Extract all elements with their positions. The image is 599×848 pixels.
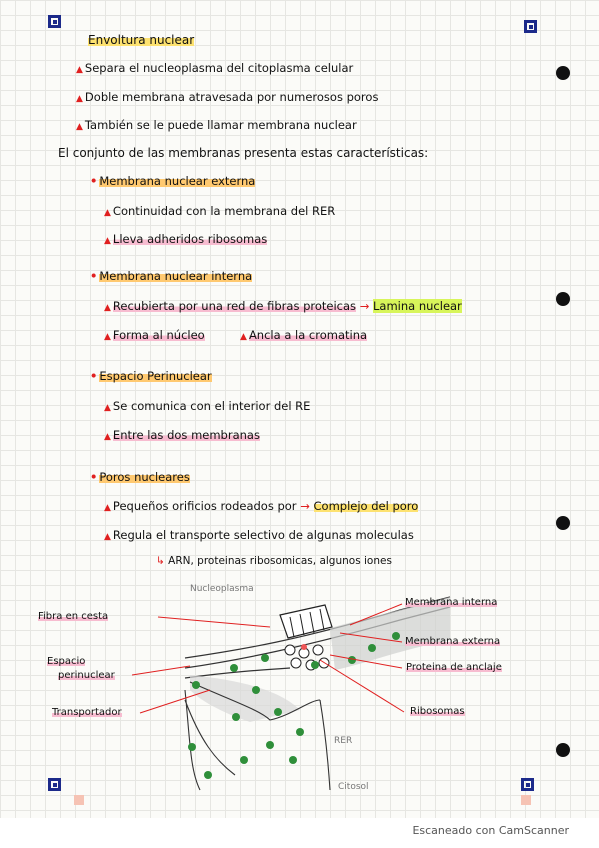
triangle-bullet-icon: ▲ <box>104 432 111 442</box>
triangle-bullet-icon: ▲ <box>104 332 111 342</box>
label-perinuclear: perinuclear <box>58 670 115 681</box>
er-lumen-shading <box>190 675 300 722</box>
arrow-right-icon: → <box>300 499 310 513</box>
label-espacio: Espacio <box>47 656 86 667</box>
triangle-bullet-icon: ▲ <box>104 208 111 218</box>
label-fibra-en-cesta: Fibra en cesta <box>38 611 109 622</box>
section-item: ▲ Recubierta por una red de fibras proteicas → Lamina nuclear <box>104 299 462 313</box>
diagram-citosol-label: Citosol <box>338 782 369 792</box>
diagram-rer-label: RER <box>334 736 353 746</box>
triangle-bullet-icon: ▲ <box>104 303 111 313</box>
bullet-3: ▲ También se le puede llamar membrana nuclear <box>76 118 357 132</box>
triangle-bullet-icon: ▲ <box>104 236 111 246</box>
section-item: ▲ Continuidad con la membrana del RER <box>104 204 336 218</box>
corner-arrow-icon: ↳ <box>156 555 165 567</box>
scanner-watermark: Escaneado con CamScanner <box>412 824 569 837</box>
dot-bullet-icon: • <box>90 269 98 283</box>
label-membrana-externa: Membrana externa <box>405 636 501 647</box>
triangle-bullet-icon: ▲ <box>240 332 247 342</box>
section-item: ▲ Se comunica con el interior del RE <box>104 399 311 413</box>
label-ribosomas: Ribosomas <box>410 706 465 717</box>
section-heading: • Espacio Perinuclear <box>90 369 212 383</box>
intro-text: El conjunto de las membranas presenta estas características: <box>58 146 429 160</box>
triangle-bullet-icon: ▲ <box>104 532 111 542</box>
section-item: ▲ Forma al núcleo ▲ Ancla a la cromatina <box>104 328 368 342</box>
section-heading: • Membrana nuclear interna <box>90 269 253 283</box>
pore-complex <box>280 605 332 670</box>
rer-boundary <box>320 700 330 790</box>
section-item: ▲ Entre las dos membranas <box>104 428 260 442</box>
section-item: ▲ Pequeños orificios rodeados por → Complejo del poro <box>104 499 419 513</box>
label-transportador: Transportador <box>52 707 122 718</box>
triangle-bullet-icon: ▲ <box>104 503 111 513</box>
label-proteina-de-anclaje: Proteina de anclaje <box>406 662 502 673</box>
triangle-bullet-icon: ▲ <box>104 403 111 413</box>
bullet-2: ▲ Doble membrana atravesada por numerosos poros <box>76 90 379 104</box>
section-sub-item: ↳ ARN, proteinas ribosomicas, algunos iones <box>156 555 392 567</box>
label-membrana-interna: Membrana interna <box>405 597 498 608</box>
section-heading: • Poros nucleares <box>90 470 190 484</box>
triangle-bullet-icon: ▲ <box>76 65 83 75</box>
dot-bullet-icon: • <box>90 470 98 484</box>
bullet-1: ▲ Separa el nucleoplasma del citoplasma celular <box>76 61 354 75</box>
diagram-nucleoplasma-label: Nucleoplasma <box>190 584 254 594</box>
arrow-right-icon: → <box>359 299 370 313</box>
section-item: ▲ Regula el transporte selectivo de algunas moleculas <box>104 528 414 542</box>
triangle-bullet-icon: ▲ <box>76 122 83 132</box>
triangle-bullet-icon: ▲ <box>76 94 83 104</box>
page-title: Envoltura nuclear <box>88 33 195 47</box>
section-heading: • Membrana nuclear externa <box>90 174 256 188</box>
dot-bullet-icon: • <box>90 174 98 188</box>
dot-bullet-icon: • <box>90 369 98 383</box>
section-item: ▲ Lleva adheridos ribosomas <box>104 232 268 246</box>
